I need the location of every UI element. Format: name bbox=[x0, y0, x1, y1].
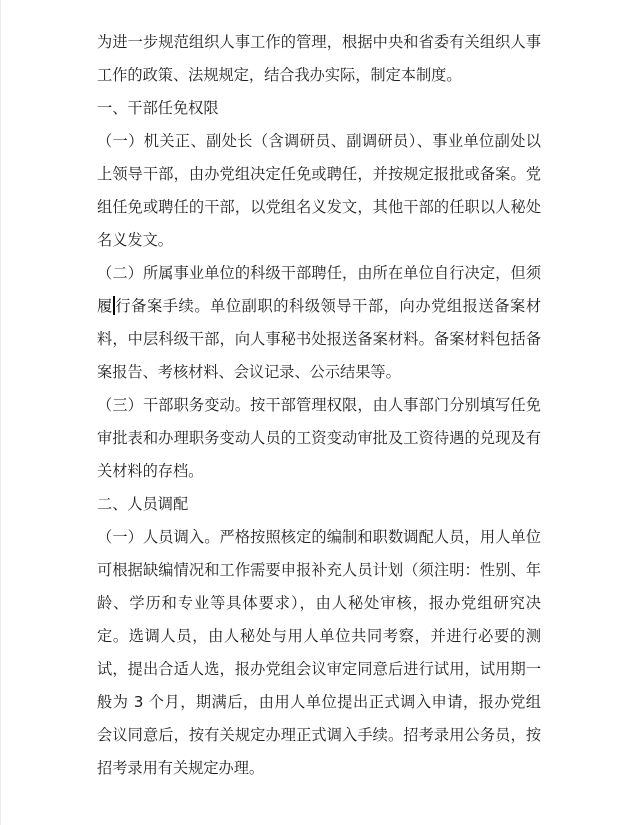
paragraph-cadre-appointment-item-2[interactable] bbox=[97, 257, 541, 389]
paragraph-cadre-appointment-item-1[interactable]: （一）机关正、副处长（含调研员、副调研员）、事业单位副处以上领导干部，由办党组决定任免或聘任，并按规定报批或备案。党组任免或聘任的干部，以党组名义发文，其他干部的任职以人秘处名义发文。 bbox=[97, 132, 541, 249]
intro-paragraph[interactable]: 为进一步规范组织人事工作的管理，根据中央和省委有关组织人事工作的政策、法规规定，结合我办实际，制定本制度。 bbox=[97, 33, 541, 84]
section-heading-cadre-appointment[interactable]: 一、干部任免权限 bbox=[97, 99, 219, 117]
paragraph-text-before-caret: （二）所属事业单位的科级干部聘任，由所在单位自行决定，但须履 bbox=[97, 264, 541, 315]
paragraph-personnel-allocation-item-1[interactable]: （一）人员调入。严格按照核定的编制和职数调配人员，用人单位可根据缺编情况和工作需要申报补充人员计划（须注明：性别、年龄、学历和专业等具体要求），由人秘处审核，报办党组研究决定。选调人员，由人秘处与用人单位共同考察，并进行必要的测试，提出合适人选，报办党组会议审定同意后进行试用，试用期一般为 3 个月，期满后，由用人单位提出正式调入申请，报办党组会议同意后，按有关规定办理正式调入手续。招考录用公务员，按招考录用有关规定办理。 bbox=[97, 528, 541, 777]
section-heading-personnel-allocation[interactable]: 二、人员调配 bbox=[97, 495, 189, 513]
paragraph-text-after-caret: 行备案手续。单位副职的科级领导干部，向办党组报送备案材料，中层科级干部，向人事秘书处报送备案材料。备案材料包括备案报告、考核材料、会议记录、公示结果等。 bbox=[97, 297, 542, 381]
document-body[interactable] bbox=[97, 26, 541, 785]
paragraph-cadre-appointment-item-3[interactable]: （三）干部职务变动。按干部管理权限，由人事部门分别填写任免审批表和办理职务变动人员的工资变动审批及工资待遇的兑现及有关材料的存档。 bbox=[97, 396, 541, 480]
